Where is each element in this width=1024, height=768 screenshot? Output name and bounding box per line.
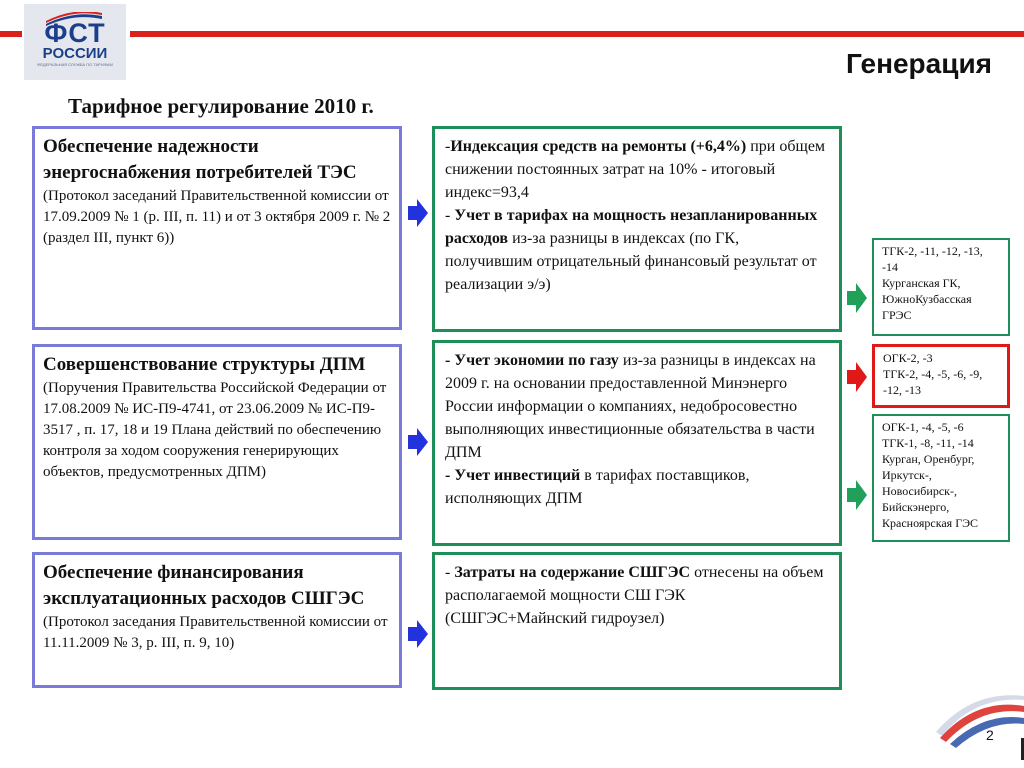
- left-box-title: Обеспечение надежности энергоснабжения потребителей ТЭС: [43, 136, 357, 183]
- logo-text-russia: РОССИИ: [42, 45, 108, 62]
- page-title: Тарифное регулирование 2010 г.: [68, 94, 374, 118]
- right-box-line: Новосибирск-,: [882, 484, 957, 498]
- left-box-dpm-structure: [32, 344, 402, 540]
- left-box-title: Обеспечение финансирования эксплуатационных расходов СШГЭС: [43, 562, 365, 609]
- arrow-right-icon: [847, 480, 867, 510]
- middle-box-paragraph: - Затраты на содержание СШГЭС отнесены на объем располагаемой мощности СШ ГЭК (СШГЭС+Майнский гидроузел): [445, 564, 824, 627]
- middle-box-paragraph: - Учет инвестиций в тарифах поставщиков, исполняющих ДПМ: [445, 467, 750, 507]
- middle-box-paragraph: - Учет экономии по газу из-за разницы в индексах на 2009 г. на основании предоставленной Минэнерго России информации о компаниях, недобросовестно выполняющих инвестиционные обязательства в части ДПМ: [445, 352, 816, 461]
- right-box-tgk-group: [872, 238, 1010, 336]
- right-box-line: ОГК-1, -4, -5, -6: [882, 420, 964, 434]
- arrow-right-icon: [847, 362, 867, 392]
- left-box-reliability: [32, 126, 402, 330]
- right-box-line: Бийскэнерго,: [882, 500, 950, 514]
- middle-box-paragraph: -Индексация средств на ремонты (+6,4%) при общем снижении постоянных затрат на 10% - итоговый индекс=93,4: [445, 138, 826, 201]
- section-title: Генерация: [846, 48, 992, 79]
- left-box-subtitle: (Протокол заседания Правительственной комиссии от 11.11.2009 № 3, р. III, п. 9, 10): [43, 614, 388, 651]
- right-box-line: ТГК-1, -8, -11, -14: [882, 436, 974, 450]
- left-box-sshges-financing: [32, 552, 402, 688]
- right-box-ogk-tgk-regions: [872, 414, 1010, 542]
- right-box-line: ТГК-2, -4, -5, -6, -9, -12, -13: [883, 367, 983, 397]
- middle-box-sshges-costs: [432, 552, 842, 690]
- fst-logo: [24, 4, 126, 80]
- arrow-right-icon: [408, 199, 428, 227]
- left-box-subtitle: (Поручения Правительства Российской Федерации от 17.08.2009 № ИС-П9-4741, от 23.06.2009 № ИС-П9-3517 , п. 17, 18 и 19 Плана действий по обеспечению контроля за ходом сооружения генерирующих объектов, предусмотренных ДПМ): [43, 380, 387, 480]
- right-box-line: ЮжноКузбасская ГРЭС: [882, 292, 972, 322]
- header-red-line-right: [130, 31, 1024, 37]
- middle-box-paragraph: - Учет в тарифах на мощность незапланированных расходов из-за разницы в индексах (по ГК, получившим отрицательный финансовый результат от реализации э/э): [445, 207, 818, 293]
- arrow-right-icon: [847, 283, 867, 313]
- arrow-right-icon: [408, 428, 428, 456]
- right-box-line: Курганская ГК,: [882, 276, 961, 290]
- left-box-title: Совершенствование структуры ДПМ: [43, 354, 366, 375]
- middle-box-repairs-indexation: [432, 126, 842, 332]
- right-box-line: Красноярская ГЭС: [882, 516, 979, 530]
- left-box-subtitle: (Протокол заседаний Правительственной комиссии от 17.09.2009 № 1 (р. III, п. 11) и от 3 октября 2009 г. № 2 (раздел III, пункт 6)): [43, 188, 391, 246]
- right-box-line: Курган, Оренбург, Иркутск-,: [882, 452, 975, 482]
- flag-swoosh-icon: [936, 688, 1024, 748]
- page-number: 2: [986, 727, 994, 743]
- logo-caption: ФЕДЕРАЛЬНАЯ СЛУЖБА ПО ТАРИФАМ: [37, 62, 113, 67]
- middle-box-gas-savings: [432, 340, 842, 546]
- right-box-line: ОГК-2, -3: [883, 351, 933, 365]
- arrow-right-icon: [408, 620, 428, 648]
- right-box-ogk-tgk-red: [872, 344, 1010, 408]
- logo-text-fst: ФСТ: [44, 18, 106, 48]
- right-box-line: ТГК-2, -11, -12, -13, -14: [882, 244, 983, 274]
- header-red-line-left: [0, 31, 22, 37]
